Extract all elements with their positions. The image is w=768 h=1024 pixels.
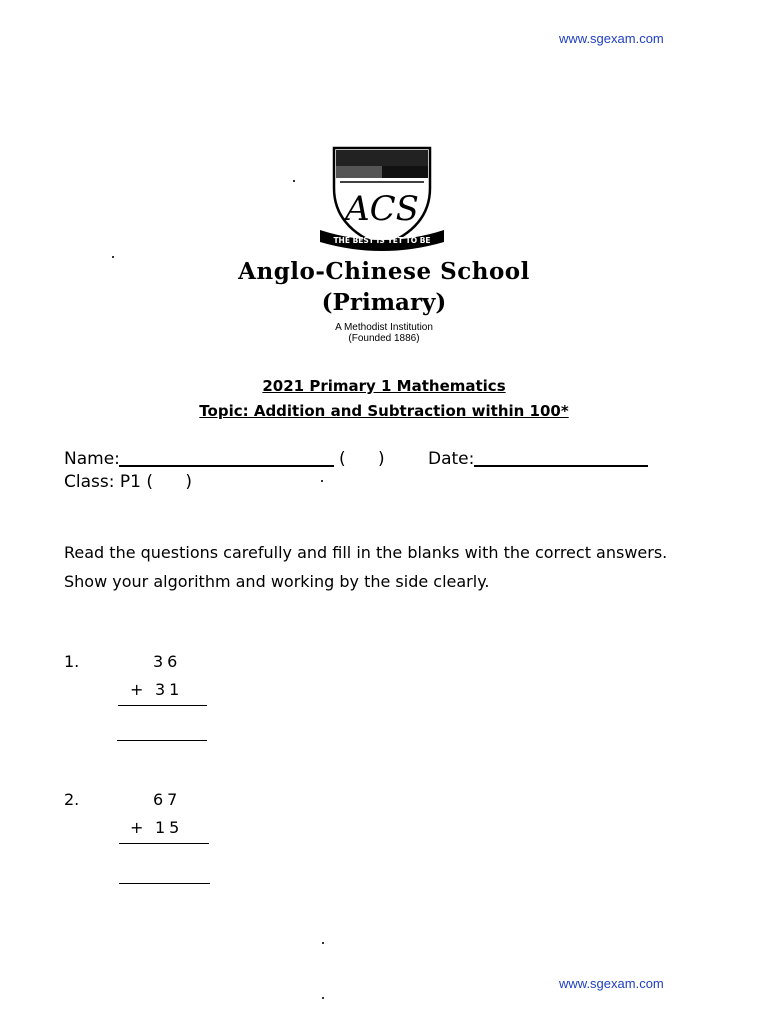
- scan-speck: [321, 480, 323, 482]
- index-number-bracket[interactable]: ( ): [339, 449, 385, 469]
- question-2-top-operand: 67: [153, 790, 182, 809]
- question-2-number: 2.: [64, 790, 80, 809]
- school-level: (Primary): [321, 289, 447, 316]
- date-label: Date:: [428, 449, 475, 469]
- paper-topic: Topic: Addition and Subtraction within 100*: [199, 402, 569, 420]
- name-input-line[interactable]: [119, 465, 334, 467]
- scan-speck: [322, 942, 324, 944]
- school-tagline: A Methodist Institution: [335, 322, 433, 333]
- crest-monogram-text: ACS: [345, 189, 419, 229]
- class-label[interactable]: Class: P1 ( ): [64, 472, 193, 492]
- question-2-sum-rule: [119, 843, 209, 844]
- question-2-bottom-operand: 15: [155, 818, 184, 837]
- header-url-link[interactable]: www.sgexam.com: [559, 31, 664, 46]
- scan-speck: [293, 180, 295, 182]
- school-crest-logo: [318, 142, 446, 254]
- date-input-line[interactable]: [474, 465, 648, 467]
- instructions-text: Read the questions carefully and fill in the blanks with the correct answers. Show your algorithm and working by the side clearly.: [64, 543, 668, 591]
- paper-title: 2021 Primary 1 Mathematics: [262, 377, 506, 395]
- scan-speck: [112, 256, 114, 258]
- scan-speck: [322, 997, 324, 999]
- question-1-top-operand: 36: [153, 652, 182, 671]
- question-1-sum-rule: [118, 705, 207, 706]
- question-1-operator: +: [130, 680, 148, 699]
- footer-url-link[interactable]: www.sgexam.com: [559, 976, 664, 991]
- crest-motto-text: THE BEST IS YET TO BE: [333, 236, 431, 245]
- question-1-bottom-operand: 31: [155, 680, 184, 699]
- name-label: Name:: [64, 449, 120, 469]
- school-founded: (Founded 1886): [348, 333, 420, 344]
- question-1-number: 1.: [64, 652, 80, 671]
- school-name: Anglo-Chinese School: [238, 258, 530, 285]
- question-2-answer-line[interactable]: [119, 883, 210, 884]
- question-2-operator: +: [130, 818, 148, 837]
- question-1-answer-line[interactable]: [117, 740, 207, 741]
